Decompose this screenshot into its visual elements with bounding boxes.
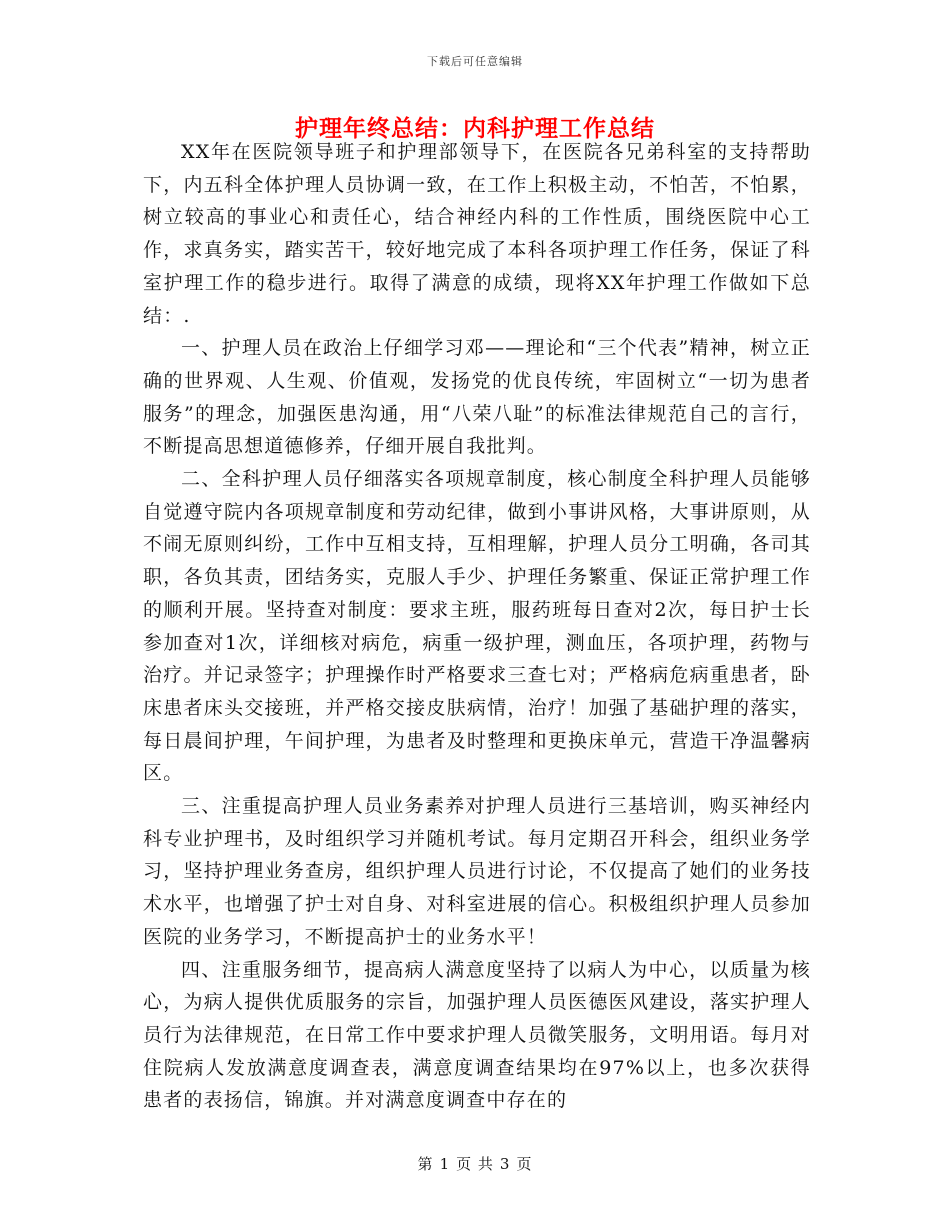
document-body xyxy=(143,136,811,1117)
paragraph-intro: XX年在医院领导班子和护理部领导下，在医院各兄弟科室的支持帮助下，内五科全体护理人员协调一致，在工作上积极主动，不怕苦，不怕累，树立较高的事业心和责任心，结合神经内科的工作性质，围绕医院中心工作，求真务实，踏实苦干，较好地完成了本科各项护理工作任务，保证了科室护理工作的稳步进行。取得了满意的成绩，现将XX年护理工作做如下总结：. xyxy=(143,141,811,327)
document-title: 护理年终总结：内科护理工作总结 xyxy=(295,115,655,142)
page-label-prefix: 第 xyxy=(417,1155,434,1173)
paragraph-section-4: 四、注重服务细节，提高病人满意度坚持了以病人为中心，以质量为核心，为病人提供优质服务的宗旨，加强护理人员医德医风建设，落实护理人员行为法律规范，在日常工作中要求护理人员微笑服务，文明用语。每月对住院病人发放满意度调查表，满意度调查结果均在97%以上，也多次获得患者的表扬信，锦旗。并对满意度调查中存在的 xyxy=(143,958,811,1112)
paragraph-section-1: 一、护理人员在政治上仔细学习邓——理论和“三个代表”精神，树立正确的世界观、人生观、价值观，发扬党的优良传统，牢固树立“一切为患者服务”的理念，加强医患沟通，用“八荣八耻”的标准法律规范自己的言行，不断提高思想道德修养，仔细开展自我批判。 xyxy=(143,337,811,458)
page-label-middle: 页 共 xyxy=(456,1155,494,1173)
page-label-suffix: 页 xyxy=(516,1155,533,1173)
page-footer xyxy=(0,1153,950,1174)
paragraph-section-2: 二、全科护理人员仔细落实各项规章制度，核心制度全科护理人员能够自觉遵守院内各项规章制度和劳动纪律，做到小事讲风格，大事讲原则，从不闹无原则纠纷，工作中互相支持，互相理解，护理人员分工明确，各司其职，各负其责，团结务实，克服人手少、护理任务繁重、保证正常护理工作的顺利开展。坚持查对制度：要求主班，服药班每日查对2次，每日护士长参加查对1次，详细核对病危，病重一级护理，测血压，各项护理，药物与治疗。并记录签字；护理操作时严格要求三查七对；严格病危病重患者，卧床患者床头交接班，并严格交接皮肤病情，治疗！加强了基础护理的落实，每日晨间护理，午间护理，为患者及时整理和更换床单元，营造干净温馨病区。 xyxy=(143,468,811,785)
page-number-current: 1 xyxy=(439,1155,451,1173)
page-number-total: 3 xyxy=(499,1155,511,1173)
paragraph-section-3: 三、注重提高护理人员业务素养对护理人员进行三基培训，购买神经内科专业护理书，及时组织学习并随机考试。每月定期召开科会，组织业务学习，坚持护理业务查房，组织护理人员进行讨论，不仅提高了她们的业务技术水平，也增强了护士对自身、对科室进展的信心。积极组织护理人员参加医院的业务学习，不断提高护士的业务水平！ xyxy=(143,795,811,948)
page-header-note: 下载后可任意编辑 xyxy=(427,55,523,68)
